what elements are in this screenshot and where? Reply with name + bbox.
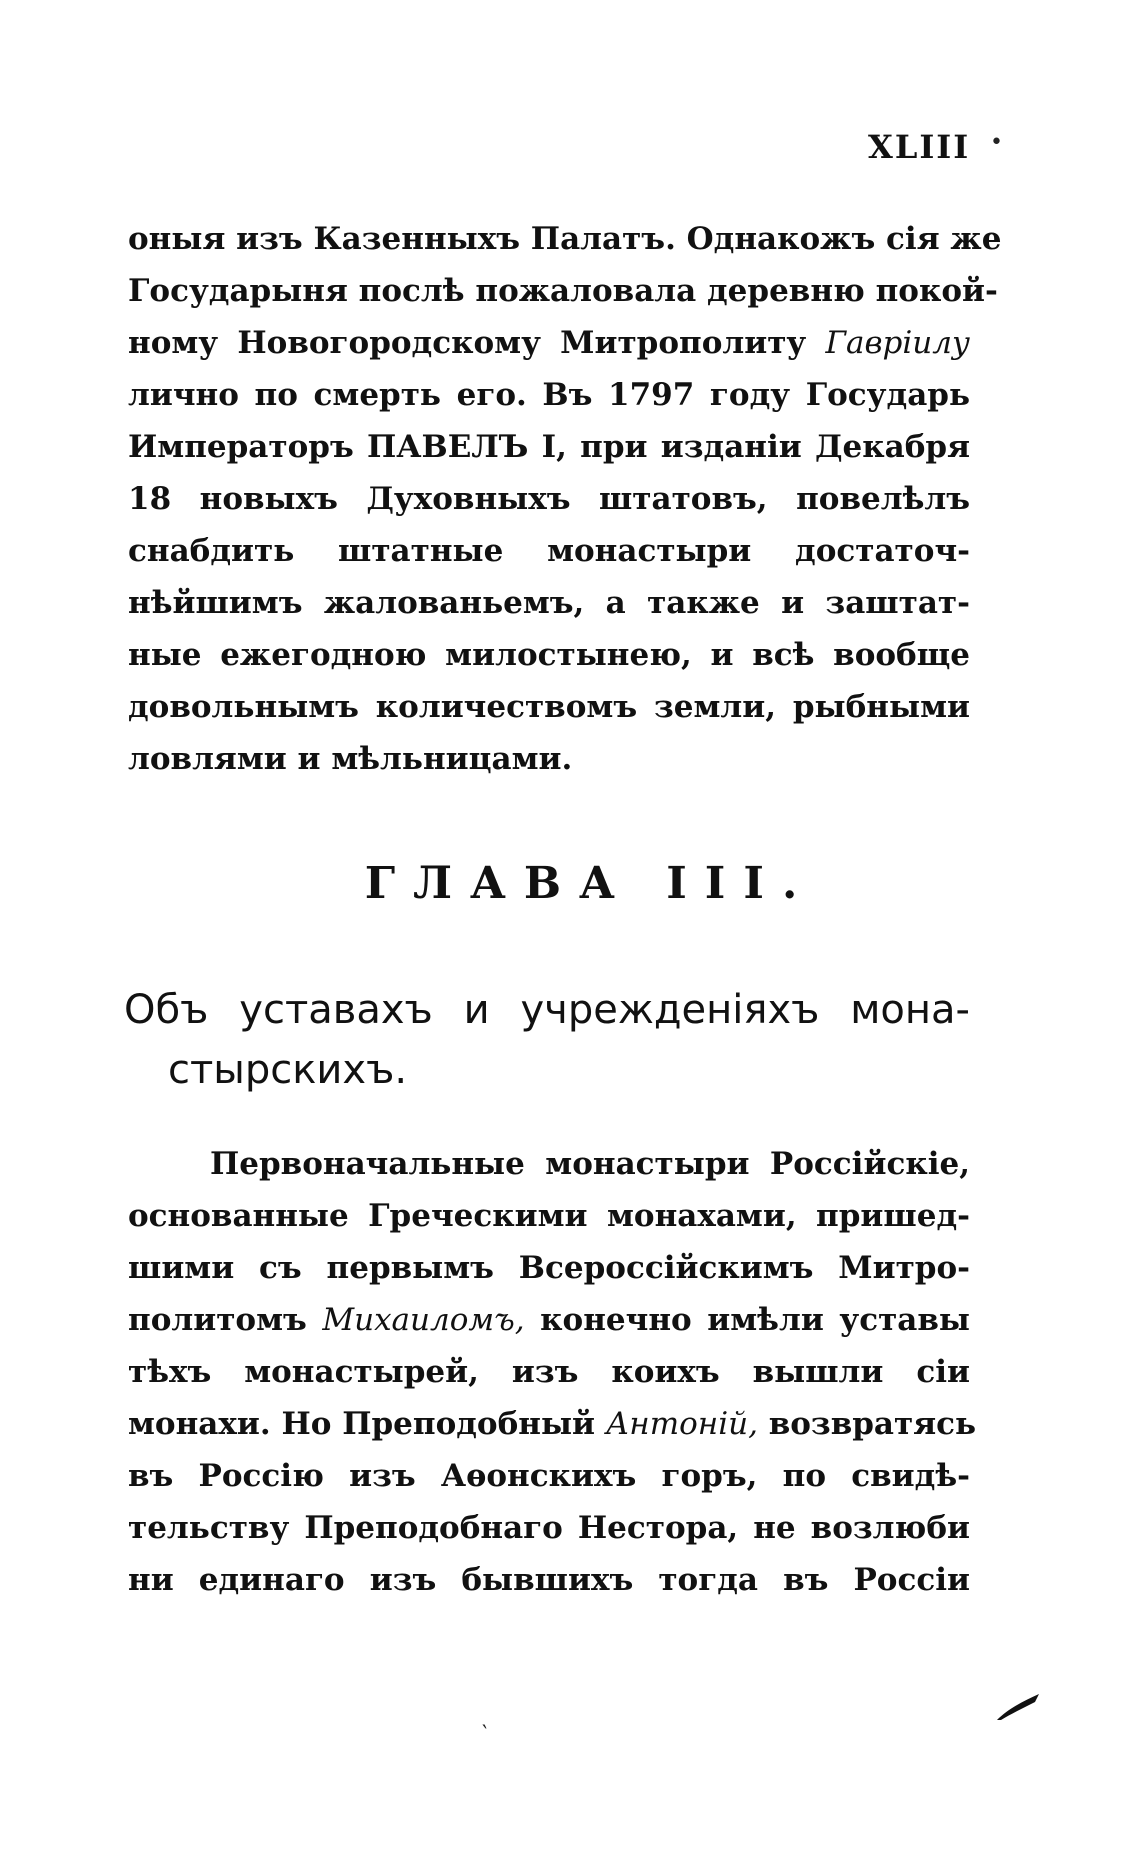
text-line: ни единаго изъ бывшихъ тогда въ Россіи <box>128 1562 970 1598</box>
chapter-title-line: стырскихъ. <box>168 1047 408 1093</box>
chapter-title <box>124 980 970 1100</box>
text-line: ные ежегодною милостынею, и всѣ вообще <box>128 637 970 673</box>
text-line: снабдить штатные монастыри достаточ- <box>128 533 970 569</box>
text-fragment: возвратясь <box>768 1406 977 1442</box>
text-line <box>128 1398 977 1450</box>
text-line: ловлями и мѣльницами. <box>128 741 573 777</box>
ink-stroke-mark <box>995 1692 1043 1722</box>
text-line <box>128 317 970 369</box>
text-line: основанные Греческими монахами, пришед- <box>128 1198 970 1234</box>
speck-mark: • <box>990 130 1003 155</box>
text-fragment: политомъ <box>128 1302 307 1338</box>
text-line: лично по смерть его. Въ 1797 году Государь <box>128 377 970 413</box>
text-line: Первоначальные монастыри Россійскіе, <box>210 1146 970 1182</box>
text-line: нѣйшимъ жалованьемъ, а также и заштат- <box>128 585 970 621</box>
text-fragment: ному Новогородскому Митрополиту <box>128 325 807 361</box>
text-line: Государыня послѣ пожаловала деревню покой- <box>128 273 998 309</box>
text-line <box>128 1294 970 1346</box>
text-line: оныя изъ Казенныхъ Палатъ. Однакожъ сія же <box>128 221 1002 257</box>
italic-name: Михаиломъ, <box>322 1302 525 1338</box>
text-line: въ Россію изъ Аѳонскихъ горъ, по свидѣ- <box>128 1458 970 1494</box>
text-line: довольнымъ количествомъ земли, рыбными <box>128 689 970 725</box>
text-fragment: монахи. Но Преподобный <box>128 1406 596 1442</box>
text-line: тельству Преподобнаго Нестора, не возлюби <box>128 1510 970 1546</box>
text-line: 18 новыхъ Духовныхъ штатовъ, повелѣлъ <box>128 481 970 517</box>
paragraph <box>128 213 1002 785</box>
paragraph <box>128 1138 977 1606</box>
chapter-title-line: Объ уставахъ и учрежденіяхъ мона- <box>124 987 970 1033</box>
italic-name: Гавріилу <box>825 325 970 361</box>
page-number: XLIII <box>868 128 971 166</box>
chapter-heading: ГЛАВА III. <box>364 858 816 909</box>
speck-mark: ‵ <box>482 1722 487 1747</box>
text-line: Императоръ ПАВЕЛЪ I, при изданіи Декабря <box>128 429 970 465</box>
text-line: шими съ первымъ Всероссійскимъ Митро- <box>128 1250 970 1286</box>
text-fragment: конечно имѣли уставы <box>540 1302 970 1338</box>
text-line: тѣхъ монастырей, изъ коихъ вышли сіи <box>128 1354 970 1390</box>
italic-name: Антоній, <box>605 1406 758 1442</box>
